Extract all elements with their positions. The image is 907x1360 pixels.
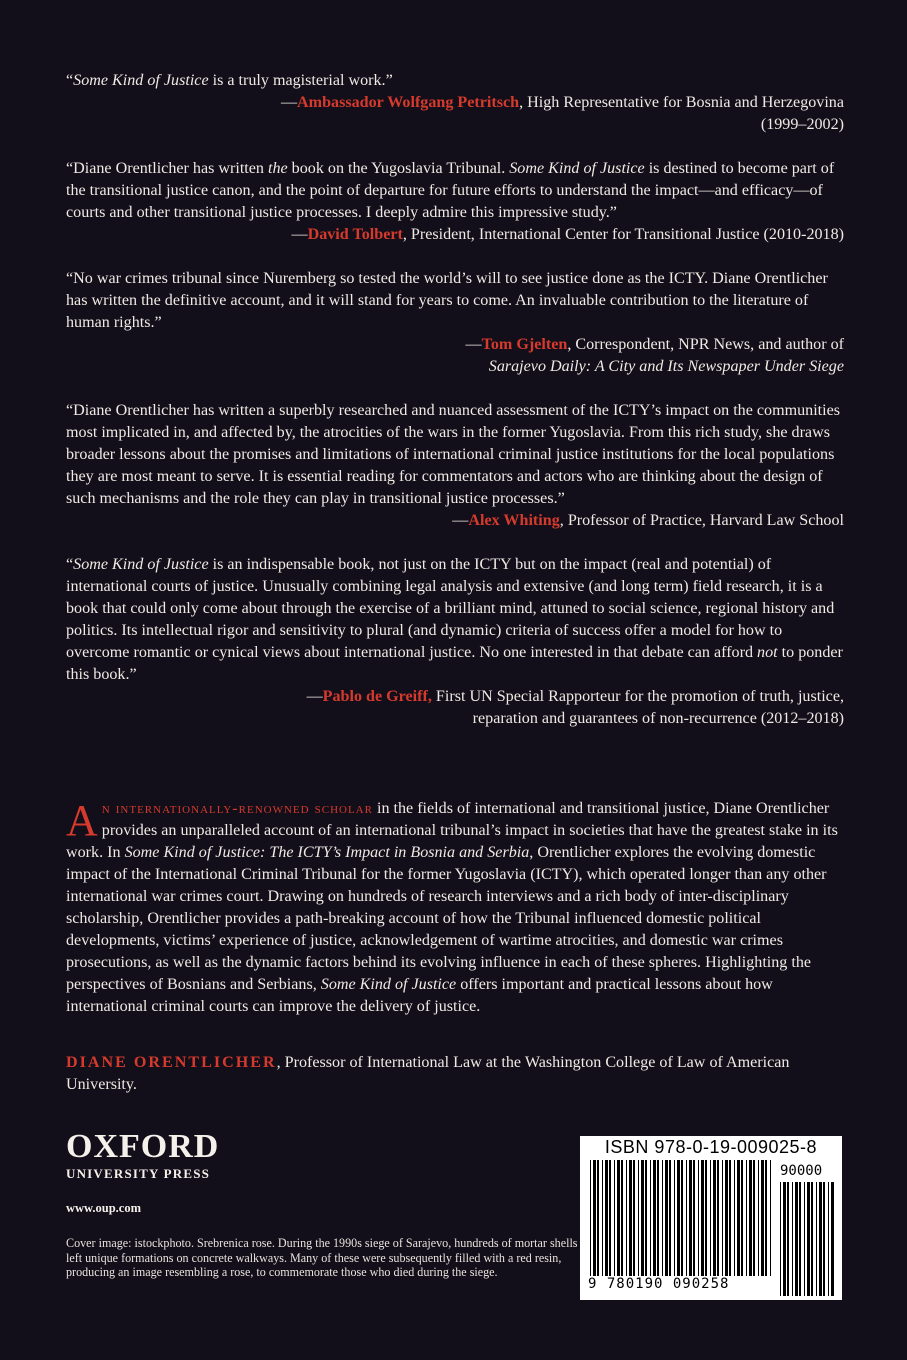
price-addon-digits: 90000 <box>780 1163 823 1179</box>
barcode-bar <box>753 1160 755 1276</box>
endorser-name: Ambassador Wolfgang Petritsch <box>297 94 520 111</box>
barcode-bar <box>681 1160 683 1276</box>
barcode-bar <box>831 1182 834 1296</box>
isbn-barcode <box>580 1136 842 1300</box>
barcode-bar <box>645 1160 647 1276</box>
barcode-bar <box>807 1182 810 1296</box>
barcode-bar <box>621 1160 623 1276</box>
blurb-tolbert: “Diane Orentlicher has written the book on the Yugoslavia Tribunal. Some Kind of Justice is destined to become part of the transitional justice canon, and the point of departure for future efforts to understand the impact—and efficacy—of courts and other transitional justice processes. I deeply admire this impressive study.” —David Tolbert, President, International Center for Transitional Justice (2010-2018) <box>66 158 844 246</box>
barcode-bar <box>626 1160 627 1276</box>
barcode-bar <box>641 1160 644 1276</box>
barcode-bar <box>746 1160 747 1276</box>
barcode-bar <box>737 1160 740 1276</box>
barcode-bar <box>629 1160 632 1276</box>
blurb-whiting: “Diane Orentlicher has written a superbly researched and nuanced assessment of the ICTY’s impact on the communities most implicated in, and affected by, the atrocities of the wars in the former Yugoslavia. From this rich study, she draws broader lessons about the promises and limitations of international criminal justice institutions for the local populations they are most meant to serve. It is essential reading for commentators and actors who are thinking about the design of such mechanisms and the role they can play in transitional justice processes.” —Alex Whiting, Professor of Practice, Harvard Law School <box>66 400 844 532</box>
barcode-bar <box>787 1182 789 1296</box>
barcode-bar <box>693 1160 695 1276</box>
endorser-name: Alex Whiting <box>468 512 560 529</box>
barcode-bar <box>638 1160 639 1276</box>
barcode-bar <box>701 1160 704 1276</box>
barcode-bar <box>758 1160 759 1276</box>
blurb-gjelten: “No war crimes tribunal since Nuremberg so tested the world’s will to see justice done as the ICTY. Diane Orentlicher has written the definitive account, and it will stand for years to come. An invaluable contribution to the literature of human rights.” —Tom Gjelten, Correspondent, NPR News, and author of Sarajevo Daily: A City and Its Newspaper Under Siege <box>66 268 844 378</box>
drop-cap: A <box>66 796 98 845</box>
barcode-bar <box>799 1182 801 1296</box>
barcode-bar <box>729 1160 731 1276</box>
blurb-de-greiff: “Some Kind of Justice is an indispensable book, not just on the ICTY but on the impact (real and potential) of international courts of justice. Unusually combining legal analysis and extensive (and long term) field research, it is a book that could only come about through the exercise of a brilliant mind, attuned to social science, regional history and politics. Its intellectual rigor and sensitivity to plural (and dynamic) criteria of success offer a model for how to overcome romantic or cynical views about international justice. No one interested in that debate can afford not to ponder this book.” —Pablo de Greiff, First UN Special Rapporteur for the promotion of truth, justice, reparation and guarantees of non-recurrence (2012–2018) <box>66 554 844 730</box>
barcode-bar <box>828 1182 829 1296</box>
author-name: DIANE ORENTLICHER <box>66 1054 277 1071</box>
barcode-bar <box>819 1182 822 1296</box>
barcode-bar <box>686 1160 687 1276</box>
lead-in: n internationally-renowned scholar <box>101 800 373 817</box>
barcode-bar <box>689 1160 692 1276</box>
barcode-bar <box>725 1160 728 1276</box>
barcode-bar <box>795 1182 798 1296</box>
barcode-bar <box>710 1160 711 1276</box>
endorsements <box>66 70 844 752</box>
barcode-bar <box>713 1160 716 1276</box>
barcode-bar <box>653 1160 656 1276</box>
barcode-bar <box>741 1160 743 1276</box>
barcode-bar <box>761 1160 764 1276</box>
barcode-bar <box>722 1160 723 1276</box>
barcode-bar <box>602 1160 603 1276</box>
barcode-bar <box>597 1160 599 1276</box>
barcode-bar <box>614 1160 615 1276</box>
barcode-bar <box>765 1160 767 1276</box>
barcode-bar <box>609 1160 611 1276</box>
barcode-bar <box>698 1160 699 1276</box>
barcode-bar <box>665 1160 668 1276</box>
barcode-bar <box>674 1160 675 1276</box>
barcode-bar <box>605 1160 608 1276</box>
barcode-bar <box>804 1182 805 1296</box>
barcode-bar <box>662 1160 663 1276</box>
barcode-bar <box>705 1160 707 1276</box>
oxford-logo: OXFORD UNIVERSITY PRESS <box>66 1128 220 1181</box>
barcode-bar <box>823 1182 825 1296</box>
endorser-name: Tom Gjelten <box>481 336 568 353</box>
isbn-label: ISBN 978-0-19-009025-8 <box>604 1137 818 1157</box>
barcode-digits: 9 780190 090258 <box>588 1276 730 1292</box>
attribution: —Tom Gjelten, Correspondent, NPR News, and author of Sarajevo Daily: A City and Its Newspaper Under Siege <box>465 336 844 375</box>
barcode-bar <box>677 1160 680 1276</box>
endorser-name: David Tolbert <box>307 226 403 243</box>
barcode-bar <box>633 1160 635 1276</box>
barcode-bar <box>792 1182 793 1296</box>
attribution: —Alex Whiting, Professor of Practice, Harvard Law School <box>452 512 844 529</box>
barcode-bar <box>734 1160 735 1276</box>
barcode-bar <box>593 1160 596 1276</box>
barcode-bar <box>717 1160 719 1276</box>
barcode-bar <box>816 1182 817 1296</box>
barcode-bar <box>811 1182 813 1296</box>
author-bio: DIANE ORENTLICHER, Professor of International Law at the Washington College of Law of American University. <box>66 1054 790 1093</box>
barcode-bar <box>650 1160 651 1276</box>
barcode-bar <box>617 1160 620 1276</box>
attribution: —Ambassador Wolfgang Petritsch, High Representative for Bosnia and Herzegovina (1999–2002) <box>280 94 844 133</box>
cover-credit: Cover image: istockphoto. Srebrenica rose. During the 1990s siege of Sarajevo, hundreds of mortar shells left unique formations on concrete walkways. Many of these were subsequently filled with a red resin, producing an image resembling a rose, to commemorate those who died during the siege. <box>66 1236 578 1279</box>
barcode-bar <box>783 1182 786 1296</box>
barcode-bar <box>669 1160 671 1276</box>
endorser-name: Pablo de Greiff, <box>322 688 432 705</box>
barcode-bar <box>657 1160 659 1276</box>
barcode-bar <box>749 1160 752 1276</box>
publisher-url[interactable]: www.oup.com <box>66 1201 142 1215</box>
blurb-petritsch: “Some Kind of Justice is a truly magisterial work.” —Ambassador Wolfgang Petritsch, High Representative for Bosnia and Herzegovina (1999–2002) <box>66 70 844 136</box>
book-description: An internationally-renowned scholar in the fields of international and transitional justice, Diane Orentlicher provides an unparalleled account of an international tribunal’s impact in societies that have the greatest stake in its work. In Some Kind of Justice: The ICTY’s Impact in Bosnia and Serbia, Orentlicher explores the evolving domestic impact of the International Criminal Tribunal for the former Yugoslavia (ICTY), which operated longer than any other international war crimes court. Drawing on hundreds of research interviews and a rich body of inter-disciplinary scholarship, Orentlicher provides a path-breaking account of how the Tribunal influenced domestic political developments, victims’ experience of justice, acknowledgement of wartime atrocities, and domestic war crimes prosecutions, as well as the dynamic factors behind its evolving influence in each of these spheres. Highlighting the perspectives of Bosnians and Serbians, Some Kind of Justice offers important and practical lessons about how international criminal courts can improve the delivery of justice. <box>66 796 838 1015</box>
attribution: —David Tolbert, President, International Center for Transitional Justice (2010-2018) <box>291 226 844 243</box>
attribution: —Pablo de Greiff, First UN Special Rapporteur for the promotion of truth, justice, reparation and guarantees of non-recurrence (2012–2018) <box>306 688 844 727</box>
barcode-bar <box>780 1182 781 1296</box>
barcode-bar <box>770 1160 771 1276</box>
book-title: Some Kind of Justice <box>73 72 209 89</box>
barcode-bar <box>590 1160 591 1276</box>
